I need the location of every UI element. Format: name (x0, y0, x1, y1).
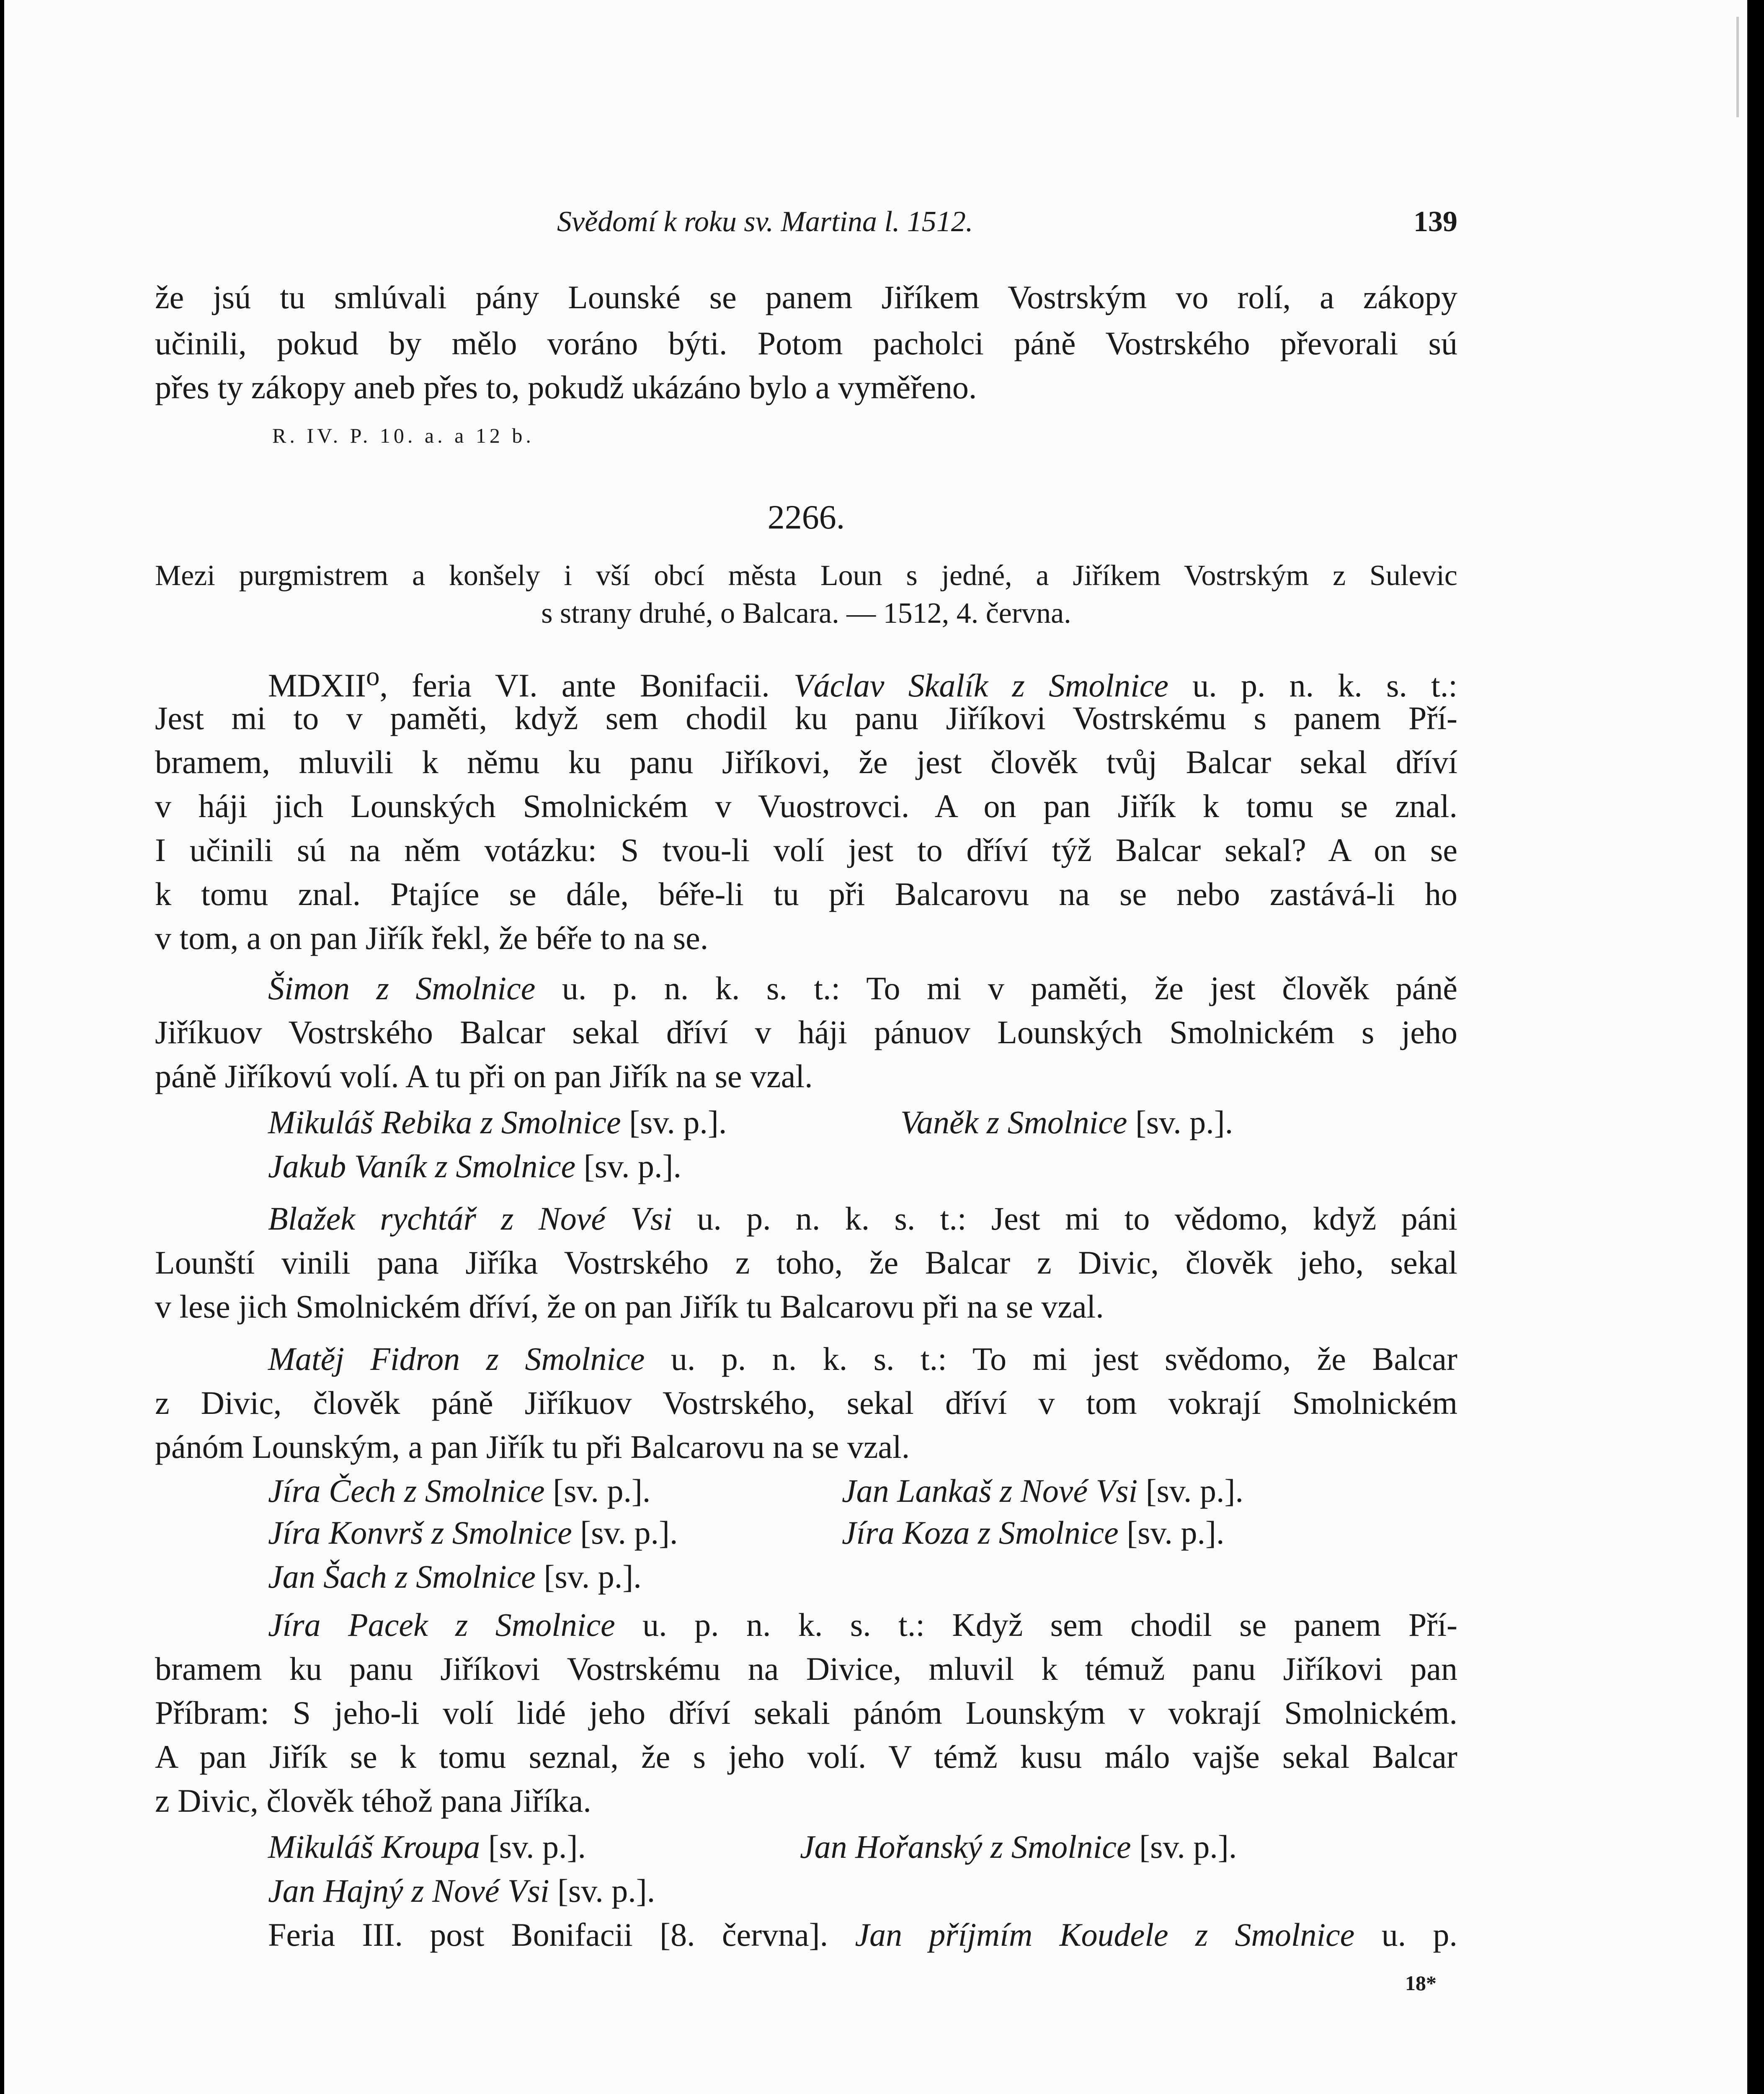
edge-mark (1736, 17, 1739, 117)
text-line: bramem ku panu Jiříkovi Vostrskému na Divice, mluvil k témuž panu Jiříkovi pan (155, 1650, 1457, 1687)
superscript: o (366, 661, 380, 691)
book-page (4, 0, 1747, 2094)
formula-text: u. p. n. k. s. t.: (1192, 667, 1458, 704)
date-text: Feria III. post Bonifacii [8. června]. (268, 1916, 828, 1953)
witness-mark: [sv. p.]. (1139, 1828, 1237, 1865)
witness-row (155, 1826, 1457, 1868)
paragraph-start (268, 1198, 1457, 1240)
header-title: Svědomí k roku sv. Martina l. 1512. (557, 206, 973, 238)
text-line: A pan Jiřík se k tomu seznal, že s jeho volí. V témž kusu málo vajše sekal Balcar (155, 1738, 1457, 1775)
witness-row (155, 1556, 1457, 1598)
formula-text: u. p. n. k. s. t.: Jest mi to vědomo, když páni (697, 1200, 1457, 1237)
witness-name: Blažek rychtář z Nové Vsi (268, 1200, 673, 1237)
witness-mark: [sv. p.]. (488, 1828, 586, 1865)
text-line: v tom, a on pan Jiřík řekl, že béře to na se. (155, 920, 709, 956)
text-line: z Divic, člověk téhož pana Jiříka. (155, 1782, 591, 1819)
witness-mark: [sv. p.]. (580, 1514, 678, 1551)
witness-row (155, 1470, 1457, 1512)
witness-name: Mikuláš Rebika z Smolnice (268, 1104, 621, 1140)
witness-mark: [sv. p.]. (557, 1872, 655, 1909)
text-line: k tomu znal. Ptajíce se dále, béře-li tu při Balcarovu na se nebo zastává-li ho (155, 876, 1457, 912)
text-line: v háji jich Lounských Smolnickém v Vuostrovci. A on pan Jiřík k tomu se znal. (155, 788, 1457, 824)
formula-text: u. p. n. k. s. t.: To mi jest svědomo, že Balcar (671, 1341, 1458, 1377)
text-line: I učinili sú na něm votázku: S tvou-li volí jest to dříví týž Balcar sekal? A on se (155, 832, 1457, 868)
text-line: pánóm Lounským, a pan Jiřík tu při Balcarovu na se vzal. (155, 1429, 910, 1465)
paragraph-start (268, 967, 1457, 1009)
witness-name: Matěj Fidron z Smolnice (268, 1341, 645, 1377)
entry-heading: Mezi purgmistrem a konšely i vší obcí města Loun s jedné, a Jiříkem Vostrským z Sulevic (155, 560, 1457, 592)
witness-mark: [sv. p.]. (1145, 1473, 1244, 1509)
witness-name: Jan Hořanský z Smolnice (800, 1828, 1131, 1865)
page-number: 139 (1413, 206, 1457, 238)
witness-name: Jan příjmím Koudele z Smolnice (855, 1916, 1355, 1953)
text-line: Jiříkuov Vostrského Balcar sekal dříví v háji pánuov Lounských Smolnickém s jeho (155, 1014, 1457, 1050)
witness-mark: [sv. p.]. (553, 1473, 651, 1509)
witness-name: Jíra Čech z Smolnice (268, 1473, 545, 1509)
formula-text: u. p. n. k. s. t.: To mi v paměti, že jest člověk páně (562, 970, 1458, 1006)
formula-text: u. p. (1381, 1916, 1457, 1953)
text-line: z Divic, člověk páně Jiříkuov Vostrského, sekal dříví v tom vokrají Smolnickém (155, 1385, 1457, 1421)
date-text: , feria VI. ante Bonifacii. (379, 667, 770, 704)
witness-name: Jakub Vaník z Smolnice (268, 1148, 576, 1184)
witness-name: Vaněk z Smolnice (900, 1104, 1127, 1140)
text-line: učinili, pokud by mělo voráno býti. Potom pacholci páně Vostrského převorali sú (155, 325, 1457, 361)
paragraph-start (268, 1604, 1457, 1646)
entry-heading: s strany druhé, o Balcara. — 1512, 4. června. (541, 597, 1071, 629)
witness-mark: [sv. p.]. (583, 1148, 682, 1184)
witness-name: Jíra Konvrš z Smolnice (268, 1514, 572, 1551)
witness-row (155, 1145, 1457, 1187)
text-line: Lounští vinili pana Jiříka Vostrského z toho, že Balcar z Divic, člověk jeho, sekal (155, 1244, 1457, 1281)
entry-number: 2266. (767, 498, 845, 536)
running-header (155, 201, 1457, 243)
text-line: Příbram: S jeho-li volí lidé jeho dříví sekali pánóm Lounským v vokrají Smolnickém. (155, 1694, 1457, 1731)
witness-mark: [sv. p.]. (1135, 1104, 1233, 1140)
witness-name: Jan Šach z Smolnice (268, 1558, 536, 1595)
text-line: Jest mi to v paměti, když sem chodil ku panu Jiříkovi Vostrskému s panem Pří- (155, 700, 1457, 736)
witness-mark: [sv. p.]. (544, 1558, 642, 1595)
signature-mark: 18* (1405, 1971, 1436, 1995)
text-line: v lese jich Smolnickém dříví, že on pan Jiřík tu Balcarovu při na se vzal. (155, 1288, 1104, 1325)
witness-name: Jan Hajný z Nové Vsi (268, 1872, 549, 1909)
witness-row (155, 1870, 1457, 1912)
source-reference: R. IV. P. 10. a. a 12 b. (272, 424, 534, 447)
witness-name: Jíra Koza z Smolnice (842, 1514, 1119, 1551)
witness-name: Mikuláš Kroupa (268, 1828, 480, 1865)
witness-name: Jan Lankaš z Nové Vsi (842, 1473, 1138, 1509)
witness-name: Jíra Pacek z Smolnice (268, 1607, 615, 1643)
witness-row (155, 1512, 1457, 1554)
witness-name: Václav Skalík z Smolnice (793, 667, 1169, 704)
text-line: páně Jiříkovú volí. A tu při on pan Jiřík na se vzal. (155, 1058, 813, 1094)
date-text: MDXII (268, 667, 366, 704)
text-line: přes ty zákopy aneb přes to, pokudž ukázáno bylo a vyměřeno. (155, 369, 977, 405)
witness-mark: [sv. p.]. (629, 1104, 727, 1140)
formula-text: u. p. n. k. s. t.: Když sem chodil se panem Pří- (642, 1607, 1458, 1643)
paragraph-start (268, 1338, 1457, 1380)
witness-row (155, 1101, 1457, 1143)
witness-name: Šimon z Smolnice (268, 970, 536, 1006)
witness-mark: [sv. p.]. (1127, 1514, 1225, 1551)
text-line: že jsú tu smlúvali pány Lounské se panem Jiříkem Vostrským vo rolí, a zákopy (155, 279, 1457, 315)
text-line: bramem, mluvili k němu ku panu Jiříkovi, že jest člověk tvůj Balcar sekal dříví (155, 744, 1457, 780)
paragraph-start (268, 1914, 1457, 1956)
